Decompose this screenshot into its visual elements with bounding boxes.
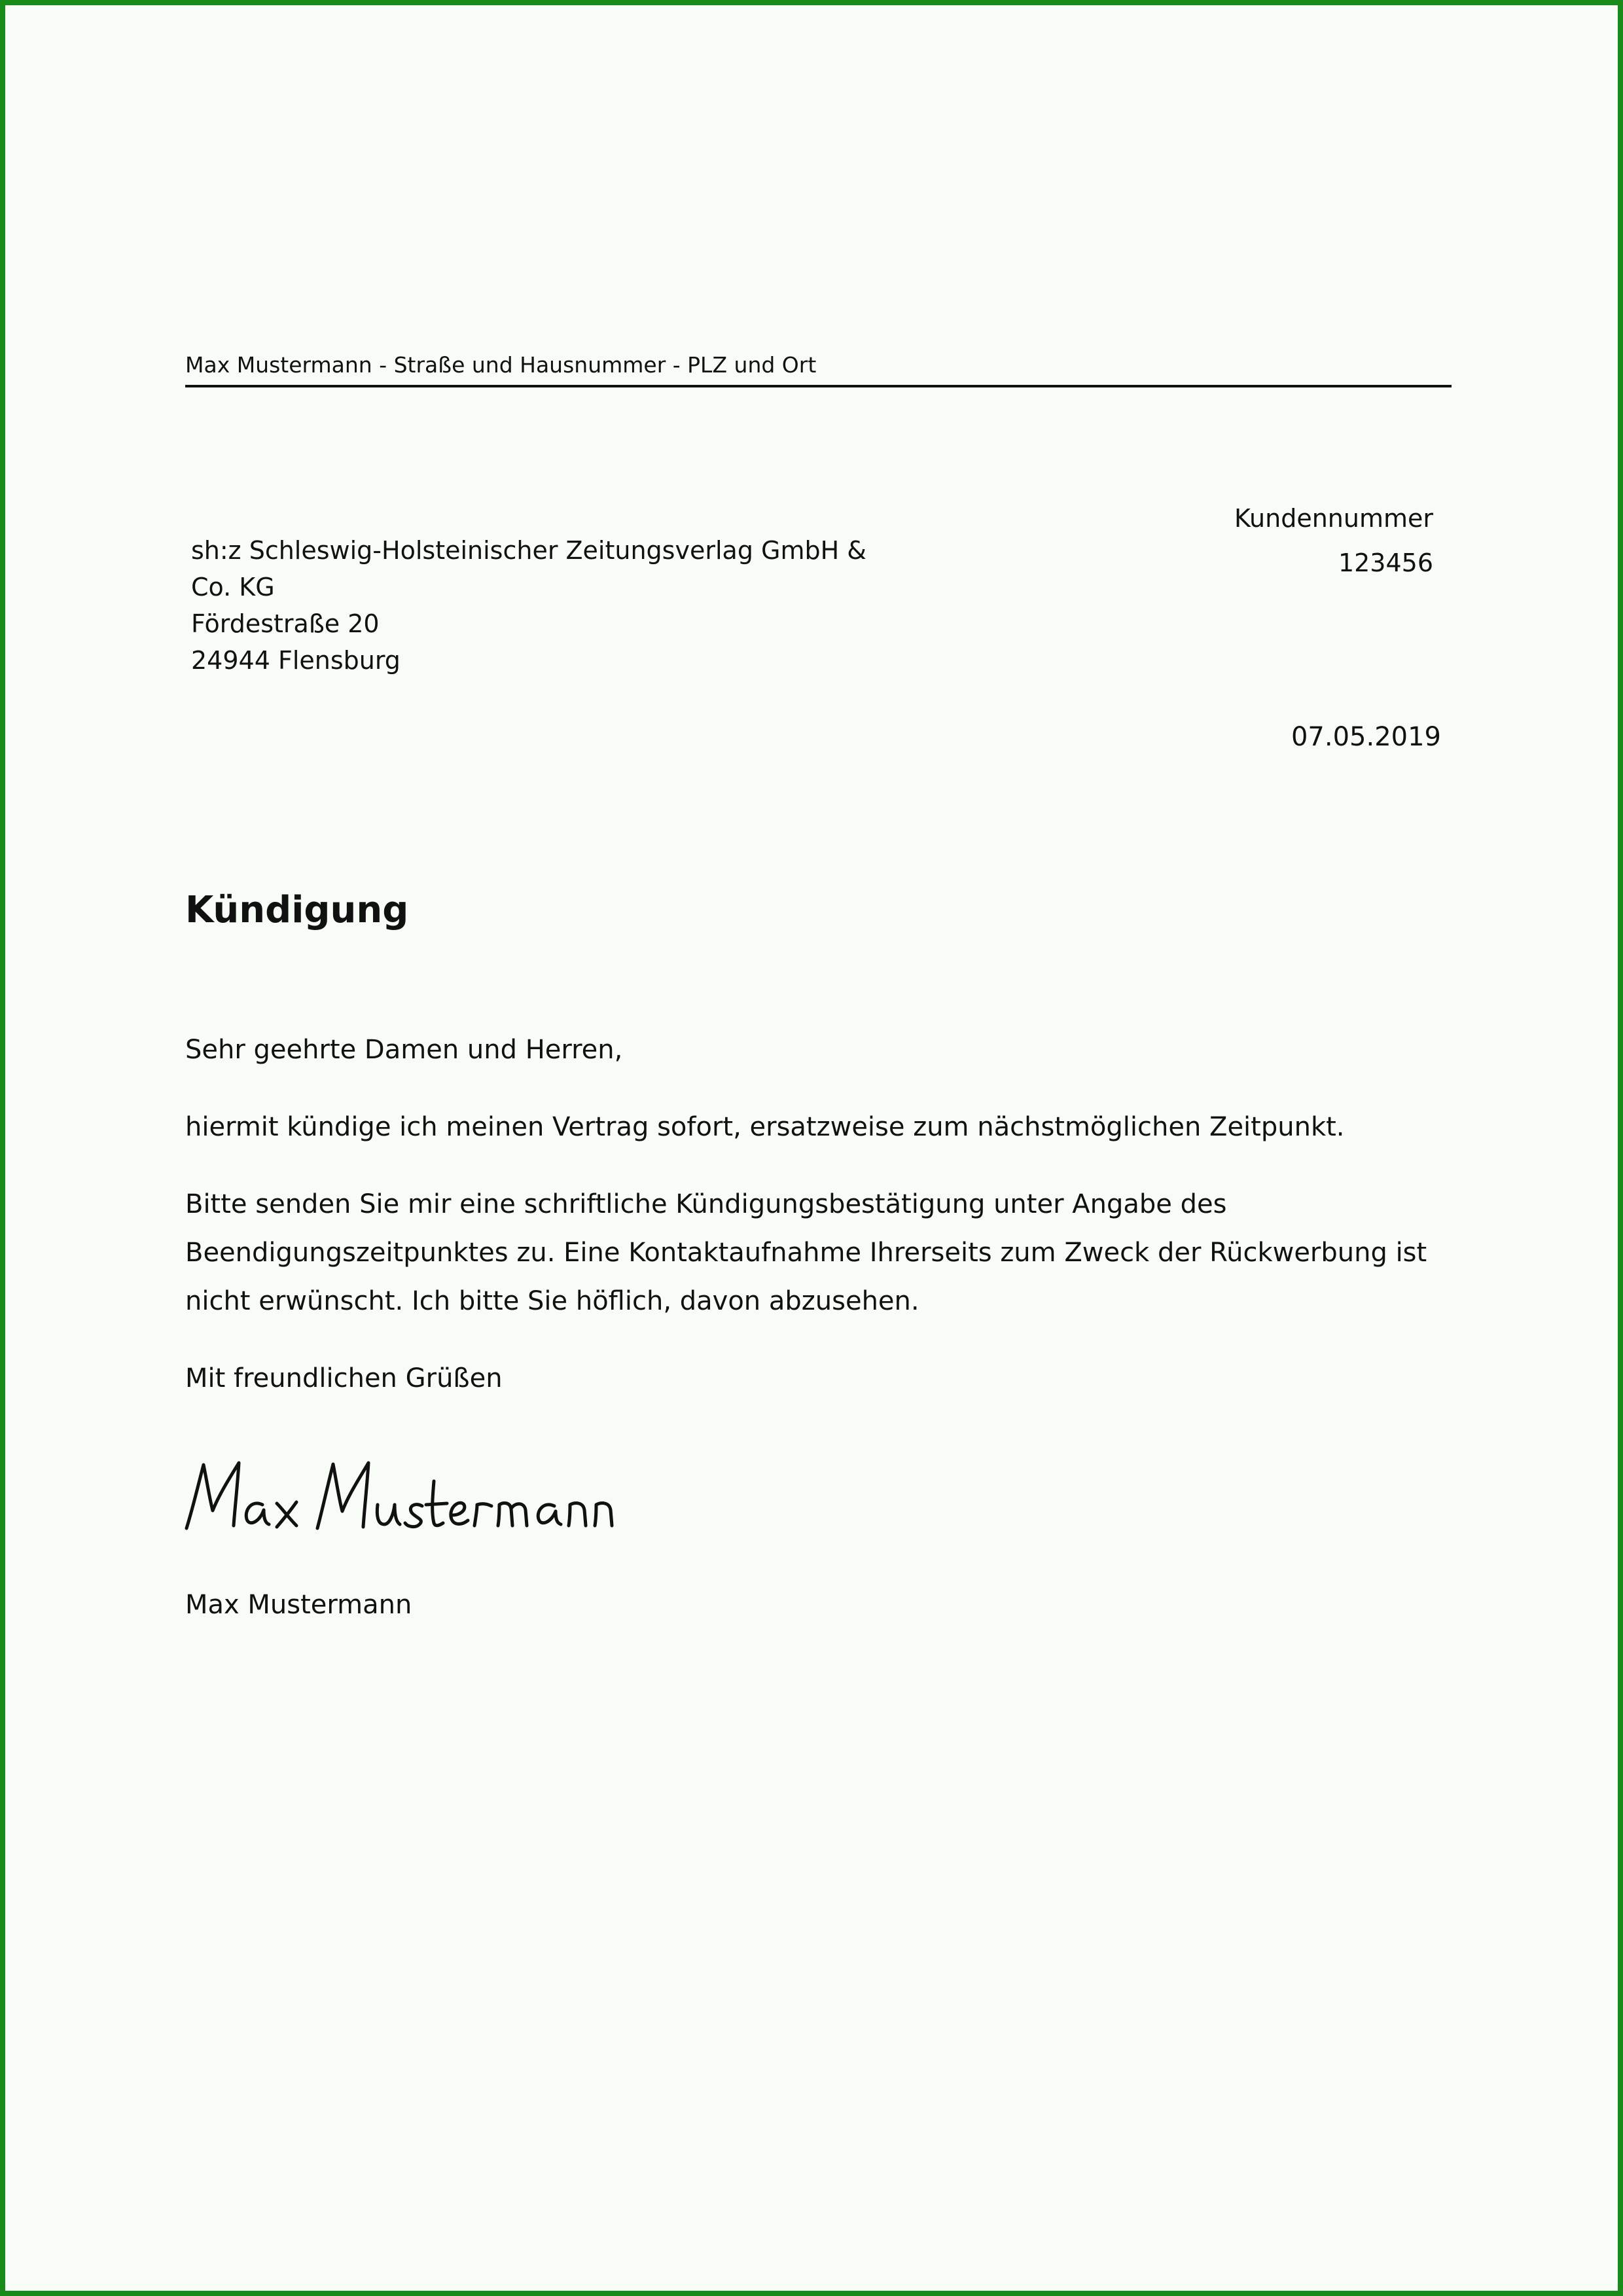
customer-number-block — [1041, 496, 1433, 585]
customer-number-label: Kundennummer — [1234, 504, 1433, 533]
letter-subject: Kündigung — [185, 889, 409, 931]
closing-phrase: Mit freundlichen Grüßen — [185, 1363, 503, 1393]
customer-number-value: 123456 — [1338, 548, 1433, 577]
body-paragraph-1: hiermit kündige ich meinen Vertrag sofort, ersatzweise zum nächstmöglichen Zeitpunkt. — [185, 1112, 1345, 1142]
recipient-line-1: sh:z Schleswig-Holsteinischer Zeitungsverlag GmbH & — [191, 536, 866, 565]
recipient-line-3: Fördestraße 20 — [191, 609, 380, 638]
letter-date: 07.05.2019 — [1291, 722, 1441, 752]
handwritten-signature — [179, 1455, 637, 1540]
recipient-line-2: Co. KG — [191, 573, 275, 601]
letter-body — [185, 1026, 1468, 1403]
sender-address-line: Max Mustermann - Straße und Hausnummer - PLZ und Ort — [185, 351, 1452, 387]
body-paragraph-2: Bitte senden Sie mir eine schriftliche Kündigungsbestätigung unter Angabe des Beendigungszeitpunktes zu. Eine Kontaktaufnahme Ihrerseits zum Zweck der Rückwerbung ist nicht erwünscht. Ich bitte Sie höflich, davon abzusehen. — [185, 1189, 1427, 1316]
signer-name: Max Mustermann — [185, 1590, 412, 1620]
recipient-line-4: 24944 Flensburg — [191, 646, 401, 675]
recipient-address — [191, 532, 866, 679]
salutation: Sehr geehrte Damen und Herren, — [185, 1035, 623, 1065]
